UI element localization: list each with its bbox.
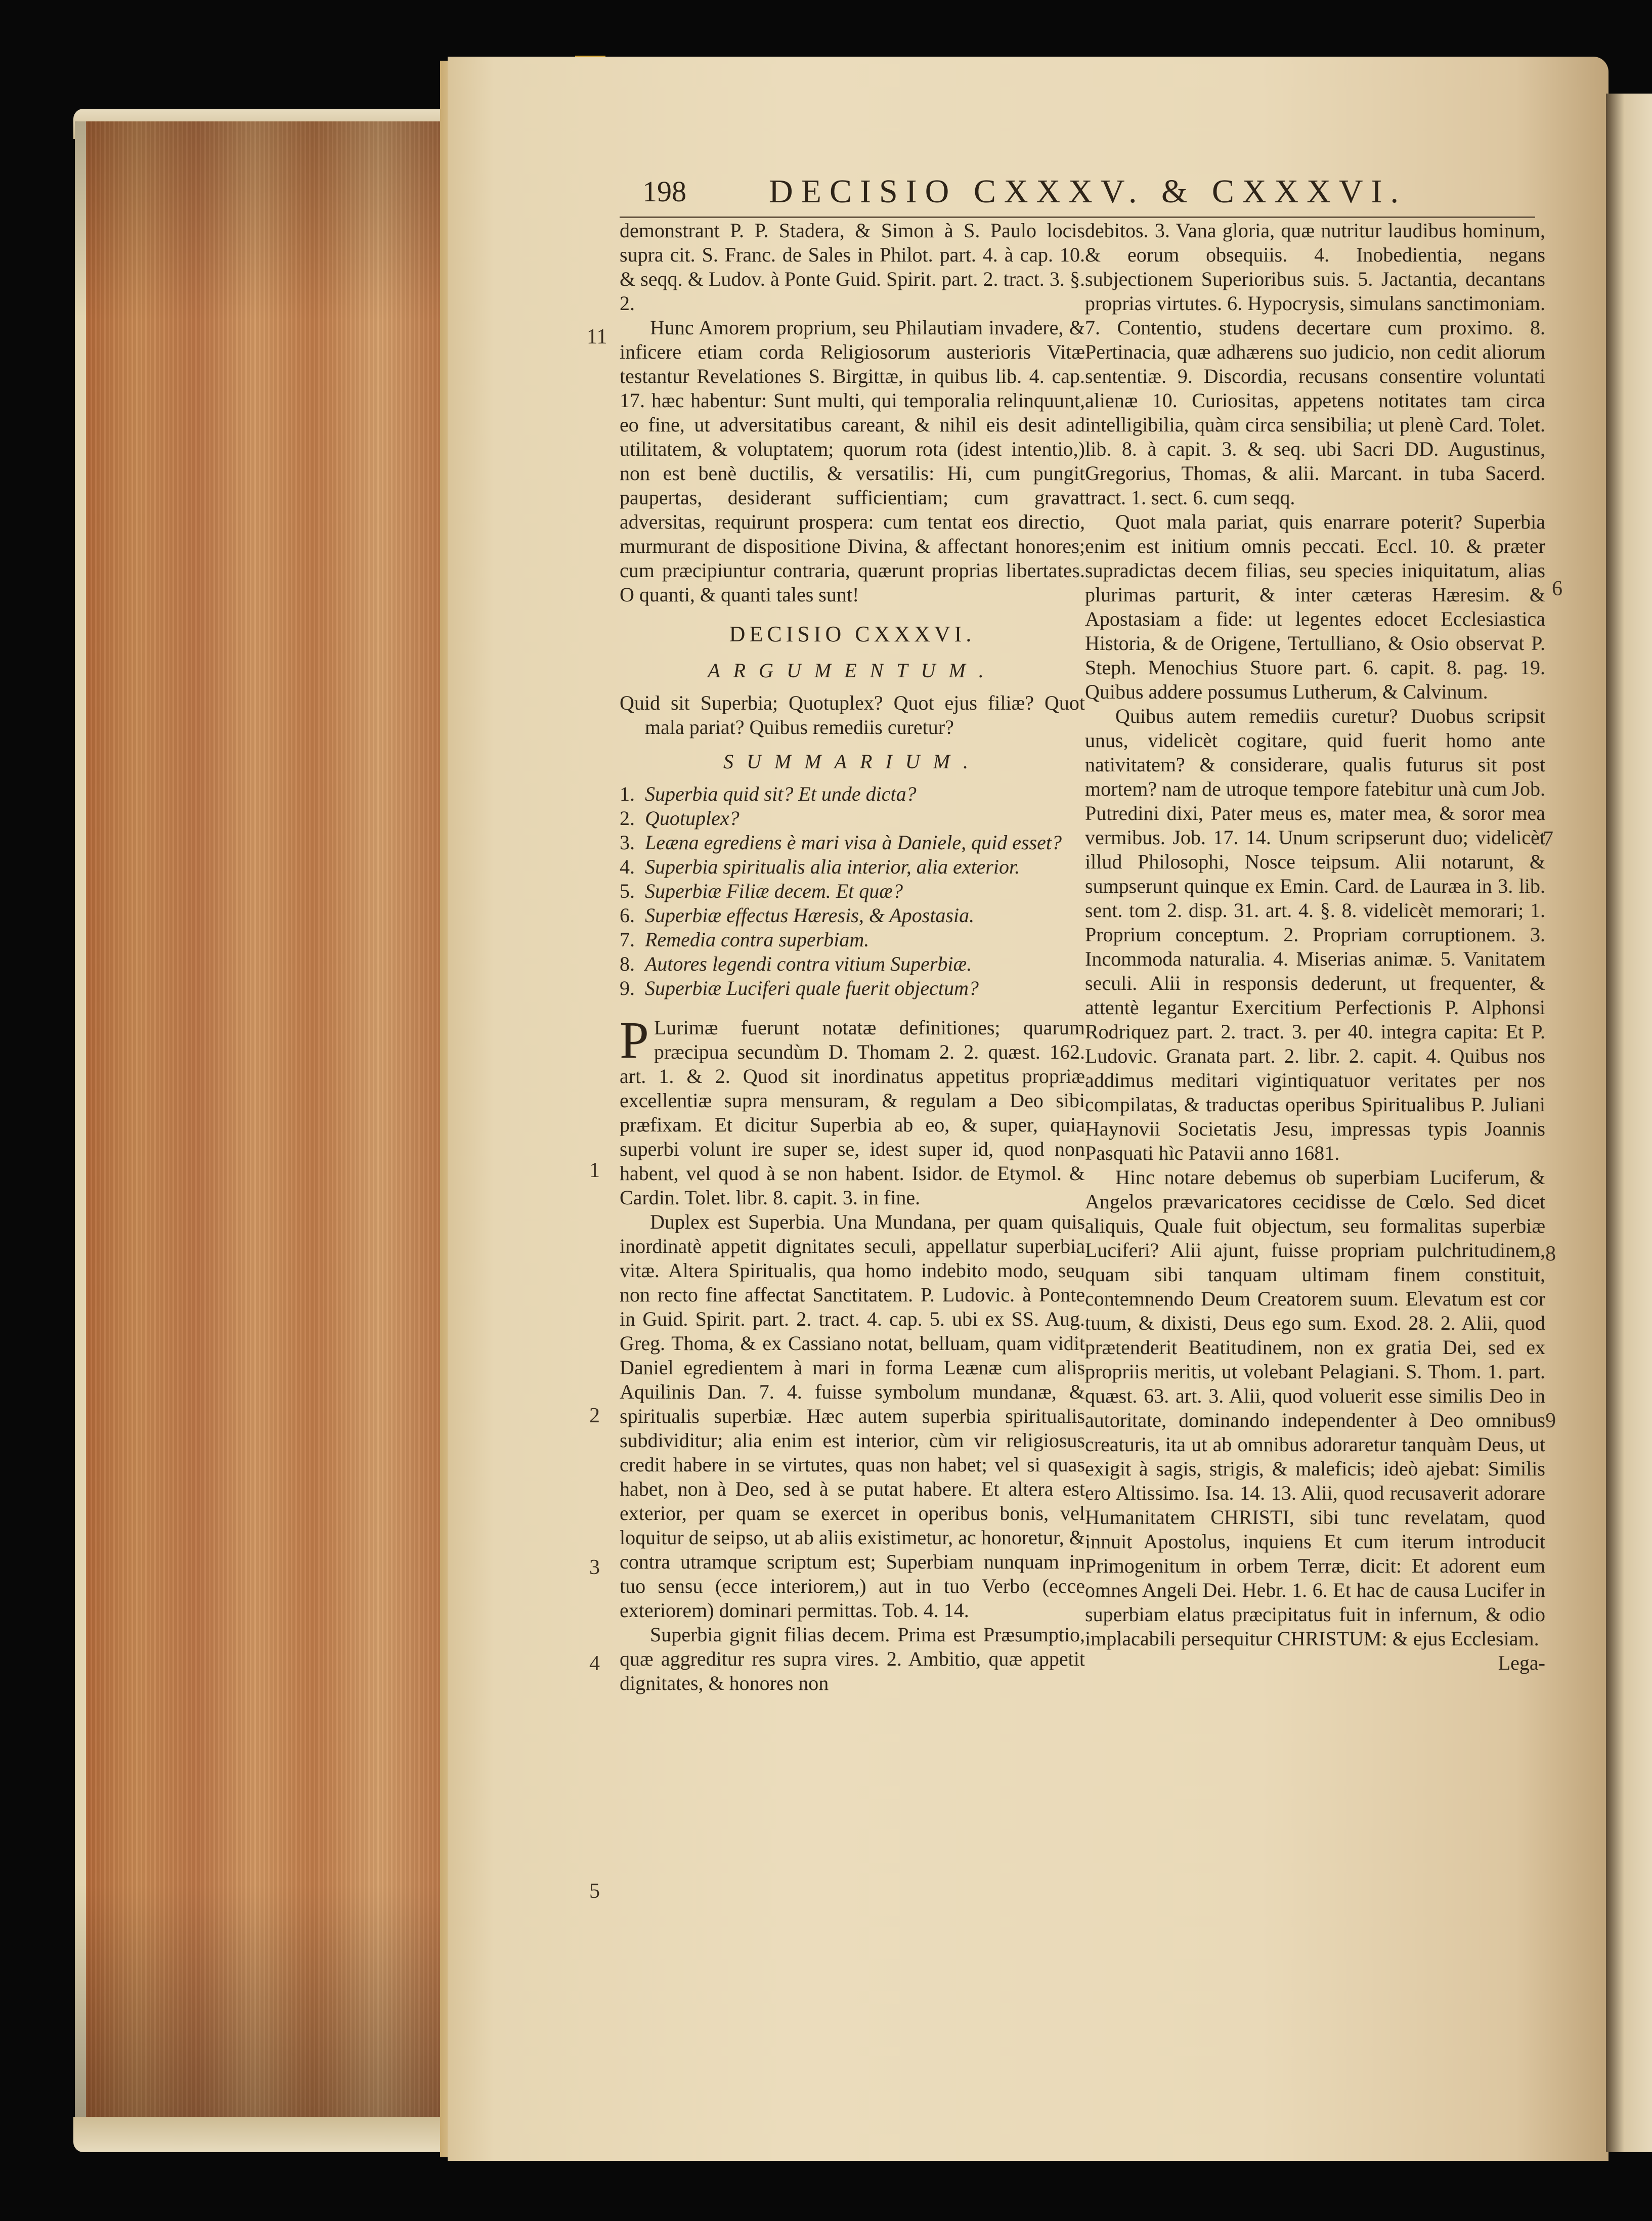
margin-number: 4 xyxy=(589,1652,600,1675)
running-head xyxy=(642,175,1543,215)
summarium-list xyxy=(620,782,1085,1000)
margin-number: 3 xyxy=(589,1556,600,1579)
list-item: 5. Superbiæ Filiæ decem. Et quæ? xyxy=(620,880,903,902)
paragraph-6: Quot mala pariat, quis enarrare poterit? Superbia enim est initium omnis peccati. Eccl. 10. & præter supradictas decem filias, seu species iniquitatum, alias plurimas parturit, & inter cæteras Hæresim. & Apostasiam a fide: ut legentes edocet Ecclesiastica Historia, & de Origene, Tertulliano, & Osio observat P. Steph. Menochius Stuore part. 6. capit. 8. pag. 19. Quibus addere possumus Lutherum, & Calvinum. xyxy=(1085,510,1545,703)
margin-number: 1 xyxy=(589,1159,600,1182)
list-item: 1. Superbia quid sit? Et unde dicta? xyxy=(620,782,917,805)
list-item: 8. Autores legendi contra vitium Superbiæ. xyxy=(620,952,972,975)
margin-number: 5 xyxy=(589,1880,600,1903)
margin-number: 2 xyxy=(589,1404,600,1427)
list-item: 9. Superbiæ Luciferi quale fuerit objectum? xyxy=(620,977,979,999)
paragraph-5: Superbia gignit filias decem. Prima est Præsumptio, quæ aggreditur res supra vires. 2. Ambitio, quæ appetit dignitates, & honores non xyxy=(620,1623,1085,1694)
drop-cap: P xyxy=(620,1011,649,1069)
catchword: Lega- xyxy=(1498,1651,1545,1674)
decisio-heading: DECISIO CXXXVI. xyxy=(729,622,976,646)
list-item: 4. Superbia spiritualis alia interior, alia exterior. xyxy=(620,855,1020,878)
margin-number: 6 xyxy=(1552,577,1562,600)
paragraph-2: Duplex est Superbia. Una Mundana, per quam quis inordinatè appetit dignitates seculi, appellatur superbia vitæ. Altera Spiritualis, qua homo indebito modo, seu non recto fine affectat Sanctitatem. P. Ludovic. à Ponte in Guid. Spirit. part. 2. tract. 4. cap. 5. ubi ex SS. Aug. Greg. Thoma, & ex Cassiano notat, belluam, quam vidit Daniel egredientem à mari in forma Leænæ cum alis Aquilinis Dan. 7. 4. fuisse symbolum mundanæ, & spiritualis superbiæ. Hæc autem superbia spiritualis subdividitur; alia enim est interior, cùm vir religiosus credit habere in se virtutes, quas non habet; vel si quas habet, non à Deo, sed à se putat habere. Et altera est exterior, per quam se exercet in operibus bonis, vel loquitur de seipso, ut ab aliis existimetur, ac honoretur, & contra utramque scriptum est; Superbiam nunquam in tuo sensu (ecce interiorem,) aut in tuo Verbo (ecce exteriorem) dominari permittas. Tob. 4. 14. xyxy=(620,1210,1085,1622)
paragraph-7: Quibus autem remediis curetur? Duobus scripsit unus, videlicèt cogitare, quid fuerit homo ante nativitatem? & considerare, qualis futurus sit post mortem? nam de utroque tempore fatebitur unà cum Job. Putredini dixi, Pater meus es, mater mea, & soror mea vermibus. Job. 17. 14. Unum scripserunt duo; videlicèt illud Philosophi, Nosce teipsum. Alii notarunt, & sumpserunt quinque ex Emin. Card. de Lauræa in 3. lib. sent. tom 2. disp. 31. art. 4. §. 8. videlicèt memorari; 1. Proprium conceptum. 2. Propriam corruptionem. 3. Incommoda naturalia. 4. Miserias animæ. 5. Vanitatem seculi. Alii in responsis dederunt, ut frequenter, & attentè legantur Exercitium Perfectionis P. Alphonsi Rodriquez part. 2. tract. 3. per 40. integra capita: Et P. Ludovic. Granata part. 2. libr. 2. capit. 4. Quibus nos addimus meditari vigintiquatuor veritates per nos compilatas, & traductas operibus Spiritualibus P. Juliani Haynovii Societatis Jesu, impressas typis Joannis Pasquati hìc Patavii anno 1681. xyxy=(1085,705,1545,1164)
left-column xyxy=(620,219,1085,1695)
list-item: 3. Leæna egrediens è mari visa à Daniele, quid esset? xyxy=(620,831,1062,854)
head-rule xyxy=(620,216,1535,218)
margin-number: 9 xyxy=(1545,1409,1556,1432)
paragraph-1-text: Lurimæ fuerunt notatæ definitiones; quarum præcipua secundùm D. Thomam 2. 2. quæst. 162. art. 1. & 2. Quod sit inordinatus appetitus propriæ excellentiæ supra mensuram, & regulam a Deo sibi præfixam. Et dicitur Superbia ab eo, & super, quia superbi volunt ire super se, idest super id, quod non habent, vel quod à se non habent. Isidor. de Etymol. & Cardin. Tolet. libr. 8. capit. 3. in fine. xyxy=(620,1016,1085,1209)
facing-page-sliver xyxy=(1606,94,1652,2152)
argumentum-heading: ARGUMENTUM. xyxy=(708,659,997,682)
list-item: 6. Superbiæ effectus Hæresis, & Apostasia. xyxy=(620,904,975,927)
paragraph-filiae: debitos. 3. Vana gloria, quæ nutritur laudibus hominum, & eorum obsequiis. 4. Inobedientia, negans subjectionem Superioribus suis. 5. Jactantia, decantans proprias virtutes. 6. Hypocrysis, simulans sanctimoniam. 7. Contentio, studens decertare cum proximo. 8. Pertinacia, quæ adhærens suo judicio, non cedit aliorum sententiæ. 9. Discordia, recusans consentire voluntati alienæ 10. Curiositas, appetens notitates tam circa intelligibilia, quàm circa sensibilia; ut plenè Card. Tolet. lib. 8. à capit. 3. & seq. ubi Sacri DD. Augustinus, Gregorius, Thomas, & alii. Marcant. in tuba Sacerd. tract. 1. sect. 6. cum seqq. xyxy=(1085,219,1545,509)
continuation-paragraph: demonstrant P. P. Stadera, & Simon à S. Paulo locis supra cit. S. Franc. de Sales in Philot. part. 4. à cap. 10. & seqq. & Ludov. à Ponte Guid. Spirit. part. 2. tract. 3. §. 2. xyxy=(620,219,1085,315)
page-number: 198 xyxy=(642,175,686,208)
list-item: 7. Remedia contra superbiam. xyxy=(620,928,870,951)
right-column xyxy=(1085,219,1545,1675)
binding-bottom xyxy=(73,2117,463,2152)
fore-edge-shading xyxy=(75,121,453,2124)
argumentum-text: Quid sit Superbia; Quotuplex? Quot ejus filiæ? Quot mala pariat? Quibus remediis curetur? xyxy=(620,691,1085,738)
summarium-heading: SUMMARIUM. xyxy=(723,750,981,773)
running-title: DECISIO CXXXV. & CXXXVI. xyxy=(769,173,1407,210)
margin-number: 11 xyxy=(587,325,607,349)
list-item: 2. Quotuplex? xyxy=(620,807,740,830)
paragraph-11: Hunc Amorem proprium, seu Philautiam invadere, & inficere etiam corda Religiosorum austerioris Vitæ testantur Revelationes S. Birgittæ, in quibus lib. 4. cap. 17. hæc habentur: Sunt multi, qui temporalia relinquunt, eo fine, ut adversitatibus careant, & nihil eis desit ad utilitatem, & voluptatem; quorum rota (idest intentio,) non est benè ductilis, & versatilis: Hi, cum pungit paupertas, desiderant sufficientiam; cum gravat adversitas, requirunt prosperа: cum tentat eos directio, murmurant de dispositione Divina, & affectant honores; cum præcipiuntur contraria, quærunt proprias libertates. O quanti, & quanti tales sunt! xyxy=(620,316,1085,606)
margin-number: 8 xyxy=(1545,1242,1556,1266)
paragraph-9: Hinc notare debemus ob superbiam Luciferum, & Angelos prævaricatores cecidisse de Cœlo. Sed dicet aliquis, Quale fuit objectum, seu formalitas superbiæ Luciferi? Alii ajunt, fuisse propriam pulchritudinem, quam sibi tanquam ultimam finem constituit, contemnendo Deum Creatorem suum. Elevatum est cor tuum, & dixisti, Deus ego sum. Exod. 28. 2. Alii, quod prætenderit Beatitudinem, non ex gratia Dei, sed ex propriis meritis, ut volebant Pelagiani. S. Thom. 1. part. quæst. 63. art. 3. Alii, quod voluerit esse similis Deo in autoritate, dominando independenter à Deo omnibus creaturis, ita ut ab omnibus adoraretur tanquàm Deus, ut exigit à sagis, strigis, & maleficis; ideò ajebat: Similis ero Altissimo. Isa. 14. 13. Alii, quod recusaverit adorare Humanitatem CHRISTI, sibi tunc revelatam, quod innuit Apostolus, inquiens Et cum iterum introducit Primogenitum in orbem Terræ, dicit: Et adorent eum omnes Angeli Dei. Hebr. 1. 6. Et hac de causa Lucifer in superbiam elatus præcipitatus fuit in infernum, & odio implacabili persequitur CHRISTUM: & ejus Ecclesiam. xyxy=(1085,1166,1545,1650)
margin-number: 7 xyxy=(1543,828,1553,851)
paragraph-1 xyxy=(620,1011,1085,1210)
